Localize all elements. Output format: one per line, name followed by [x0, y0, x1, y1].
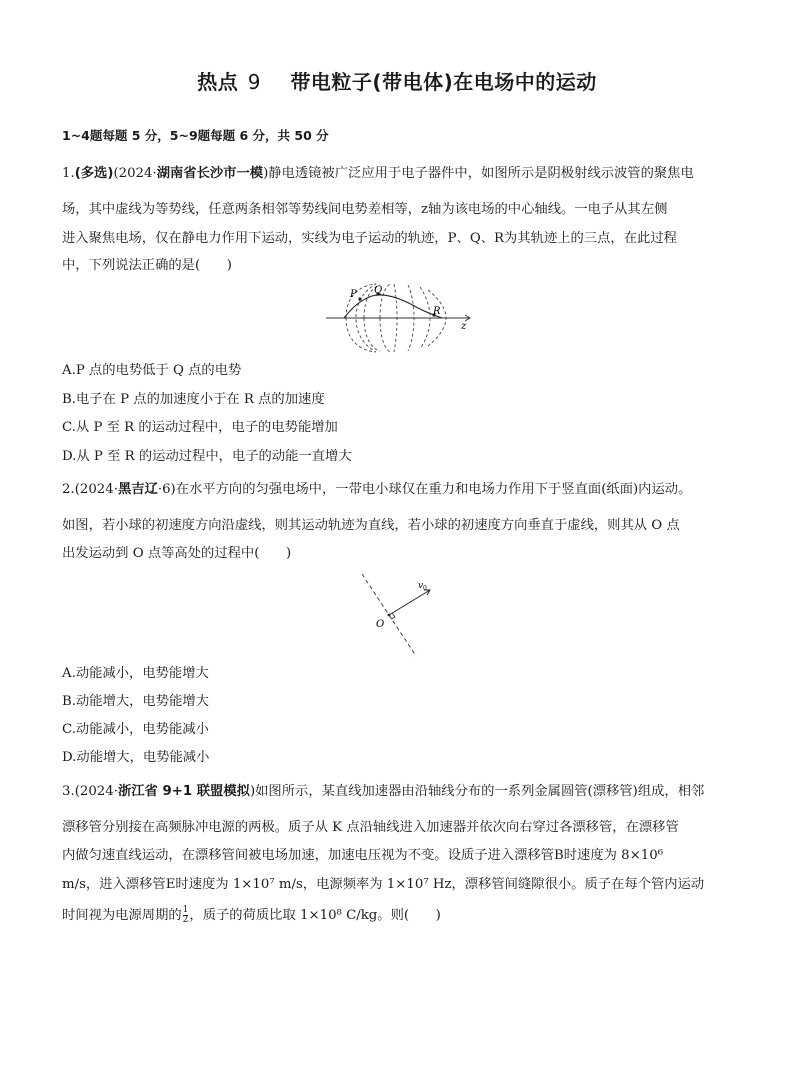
q2-line-2: 如图，若小球的初速度方向沿虚线，则其运动轨迹为直线，若小球的初速度方向垂直于虚线，则其从 O 点 — [62, 518, 680, 533]
q1-option-c: C.从 P 至 R 的运动过程中，电子的电势能增加 — [62, 420, 338, 435]
q2-option-d: D.动能增大，电势能减小 — [62, 750, 210, 765]
q2-source-pre: (2024· — [74, 482, 118, 497]
q2-source-post: ·6) — [157, 482, 176, 497]
title-number: 9 — [247, 70, 261, 94]
q2-option-a: A.动能减小，电势能增大 — [62, 666, 209, 681]
q3-source-pre: (2024· — [74, 784, 118, 799]
q1-option-a: A.P 点的电势低于 Q 点的电势 — [62, 363, 242, 378]
q1-text-1: 静电透镜被广泛应用于电子器件中，如图所示是阴极射线示波管的聚焦电 — [268, 166, 694, 181]
q3-fraction — [183, 906, 189, 925]
q1-source: 湖南省长沙市一模 — [156, 166, 264, 181]
q2-figure — [352, 572, 442, 658]
q3-fraction-num: 1 — [182, 905, 189, 915]
q1-option-b: B.电子在 P 点的加速度小于在 R 点的加速度 — [62, 392, 325, 407]
q3-line-3: 内做匀速直线运动，在漂移管间被电场加速，加速电压视为不变。设质子进入漂移管B时速度为 8×10⁶ — [62, 848, 664, 863]
q1-line-4: 中，下列说法正确的是( ) — [62, 258, 232, 273]
q2-line-1 — [62, 482, 742, 498]
q3-line-1 — [62, 784, 742, 800]
q3-line-4: m/s，进入漂移管E时速度为 1×10⁷ m/s，电源频率为 1×10⁷ Hz，漂移管间缝隙很小。质子在每个管内运动 — [62, 877, 705, 892]
q2-number: 2. — [62, 482, 75, 497]
q1-fig-label-p: P — [350, 289, 357, 300]
q3-source: 浙江省 9+1 联盟模拟 — [117, 784, 250, 799]
q2-option-b: B.动能增大，电势能增大 — [62, 694, 209, 709]
page-title — [0, 66, 794, 95]
q1-source-pre: (2024· — [113, 166, 157, 181]
q2-line-3: 出发运动到 O 点等高处的过程中( ) — [62, 546, 292, 561]
q2-option-c: C.动能减小，电势能减小 — [62, 722, 209, 737]
scoring-note: 1~4题每题 5 分，5~9题每题 6 分，共 50 分 — [62, 128, 329, 143]
q3-text-5-pre: 时间视为电源周期的 — [62, 908, 182, 923]
q2-source: 黑吉辽 — [117, 482, 158, 497]
q3-line-5 — [62, 906, 742, 925]
q3-number: 3. — [62, 784, 75, 799]
q1-line-3: 进入聚焦电场，仅在静电力作用下运动，实线为电子运动的轨迹，P、Q、R为其轨迹上的三点，在此过程 — [62, 231, 677, 246]
q3-line-2: 漂移管分别接在高频脉冲电源的两极。质子从 K 点沿轴线进入加速器并依次向右穿过各漂移管，在漂移管 — [62, 820, 679, 835]
q2-fig-label-v-sub: 0 — [423, 585, 427, 592]
q2-fig-label-o: O — [376, 619, 385, 630]
q1-tag: (多选) — [74, 166, 114, 181]
q1-number: 1. — [62, 166, 75, 181]
q3-text-5-post: ，质子的荷质比取 1×10⁸ C/kg。则( ) — [189, 908, 441, 923]
q3-text-1: 如图所示，某直线加速器由沿轴线分布的一系列金属圆管(漂移管)组成，相邻 — [255, 784, 705, 799]
q1-fig-label-z: z — [461, 321, 467, 332]
q1-fig-label-r: R — [433, 306, 441, 317]
q1-source-post: ) — [263, 166, 269, 181]
q3-fraction-den: 2 — [182, 915, 189, 925]
q1-option-d: D.从 P 至 R 的运动过程中，电子的动能一直增大 — [62, 449, 352, 464]
title-text: 带电粒子(带电体)在电场中的运动 — [290, 70, 597, 94]
q3-source-post: ) — [249, 784, 256, 799]
q2-text-1: 在水平方向的匀强电场中，一带电小球仅在重力和电场力作用下于竖直面(纸面)内运动。 — [175, 482, 692, 497]
q1-fig-label-q: Q — [374, 285, 383, 296]
q1-figure — [324, 282, 474, 354]
title-hot: 热点 — [197, 70, 239, 94]
q1-line-2: 场，其中虚线为等势线，任意两条相邻等势线间电势差相等，z轴为该电场的中心轴线。一电子从其左侧 — [62, 202, 668, 217]
q2-fig-label-v: v — [418, 581, 424, 591]
q1-line-1 — [62, 166, 742, 182]
